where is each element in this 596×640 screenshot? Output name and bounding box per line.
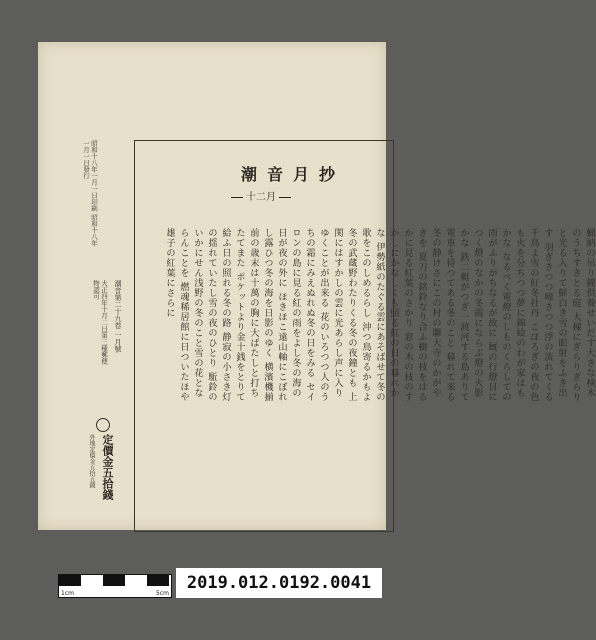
poem-line: 大棟にぎらりぎらりと光る入りて鮮白き雪の眼射をふき出す — [542, 228, 581, 402]
poem-line: 鉄二艇がつぎ一渡河する島ありて電車を待つてある冬のこと — [444, 228, 469, 402]
volume-label: 潮音第二十九卷 一月號 — [114, 280, 122, 353]
column-title: 潮音月抄 — [240, 165, 345, 184]
publisher-seal-icon — [96, 418, 110, 432]
scale-segment — [103, 575, 125, 586]
poem-line: ポケットより金十銭をとりて給ふ日の照れる冬の路 — [220, 228, 245, 402]
price-label: 定價金五拾錢 — [101, 434, 114, 500]
catalog-number: 2019.012.0192.0041 — [176, 568, 382, 598]
poem-line: 燃魂稀居館に日ついたほや雄子の紅葉にさらに — [164, 228, 189, 402]
scale-bar — [58, 574, 172, 598]
poem-line: 駈鈴のいかにせん浅野の冬のこと雪の花とならんことを — [178, 228, 217, 402]
poem-line: こほろぎの夜の色も火を分ちつつ夢に錦絵のわが家はもかな — [500, 228, 539, 402]
scale-label-right: 5cm — [156, 590, 169, 597]
poem-line: 花のいろつつ人のうちの霜にみえぬれぬ冬の日をみる — [304, 228, 329, 402]
poem-line: 静寂の小さき灯の揺れていたし雪の夜のひとり — [206, 228, 231, 402]
poem-line: セイロンの島に見る紅の雨をよし冬の海の日が夜の外に — [276, 228, 315, 402]
poem-line: 伊勢紙のたぐる雲にあそばせて冬の歌をこのしめるらし — [360, 228, 385, 402]
poem-line: 沖つ鳥寄るかもよ冬の武蔵野わたりくる冬の夜鐘とも — [346, 228, 371, 402]
poem-text — [162, 228, 596, 406]
month-heading: 十二月 — [228, 188, 294, 203]
poem-line: 蝋納の吊り鐘供養せいだす大きな検木のうちすきとる庭 — [570, 228, 595, 398]
registration-note: 大正四年十月二日第三種郵便物認可 — [92, 280, 108, 365]
scale-segment — [147, 575, 169, 586]
poem-line: ほきほこ遠山軸にこぼれし露ひつ冬の海を日影のゆく — [262, 228, 287, 402]
scale-segment — [59, 575, 81, 586]
poem-line: なるべく電燈のしものくらしての雨がふりがちなるが故に — [486, 228, 511, 402]
magazine-back-cover — [38, 42, 595, 530]
issue-note: 昭和十八年一月一日印刷 昭和十八年一月一日發行 — [82, 140, 98, 247]
price-outer-label: 外地定價金五拾五錢 — [88, 434, 95, 488]
poem-line: 夏刀の銘鈴なり合ふ樹の枝をはるかに見る紅葉のさかり — [402, 228, 427, 402]
poem-line: 窓の木の枝のすかしにかなしくも照る紅の日の暮れかな — [374, 228, 413, 402]
poem-line: 羽ぎきつつ啼きつつ浮の流れてくる千鳥よ雪の紅冬社丹 — [528, 228, 553, 402]
poem-line: 厩の行燈目につく燈のなかの冬霞にならぶ燈の火影かな — [458, 228, 497, 402]
poem-line: 上関にはすかしの雲に光あらし声に入りゆくことが出来る — [318, 228, 357, 402]
poem-line: 横濱機揃前の歳末は十萬の胸に大ばたしと打ちたてまた — [234, 228, 273, 402]
poem-line: 暮れて来る冬の静けさにこの村の聯大寺のかがやきを — [416, 228, 455, 402]
scale-label-left: 1cm — [61, 590, 74, 597]
